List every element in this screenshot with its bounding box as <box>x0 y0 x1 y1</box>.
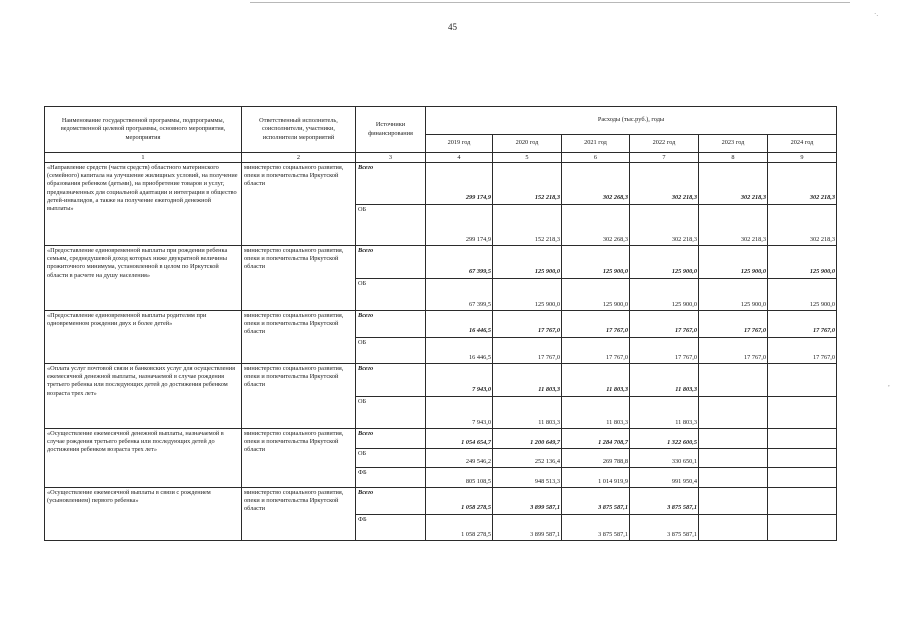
expense-value: 1 058 278,5 <box>426 514 492 541</box>
year-value-cell <box>768 429 837 488</box>
column-number: 7 <box>630 153 699 163</box>
table-row <box>45 163 837 246</box>
year-value-cell <box>699 311 768 364</box>
budget-table <box>44 106 837 541</box>
expense-value: 299 174,9 <box>426 204 492 246</box>
expense-value <box>768 467 836 487</box>
expense-value <box>699 396 767 429</box>
expense-value: 302 218,3 <box>630 204 698 246</box>
expense-value: 125 900,0 <box>562 278 629 311</box>
expense-value: 1 200 649,7 <box>530 438 560 446</box>
measure-name: «Направление средств (части средств) областного материнского (семейного) капитала на улучшение жилищных условий, на получение образования ребенком (детьми), на приобретение товаров и услуг, предназначенных для социальной адаптации и интеграции в общество детей-инвалидов, а также на получение ежегодной денежной выплаты» <box>45 163 242 246</box>
header-year: 2022 год <box>630 135 699 153</box>
year-value-cell <box>630 488 699 541</box>
table-row <box>45 311 837 364</box>
expense-value <box>768 514 836 541</box>
expense-value: 991 950,4 <box>630 467 698 487</box>
expense-value: 125 900,0 <box>630 278 698 311</box>
expense-value: 125 900,0 <box>768 278 836 311</box>
expense-value <box>699 429 767 448</box>
expense-value: 299 174,9 <box>465 194 491 202</box>
expense-value: 17 767,0 <box>537 327 560 335</box>
expense-value: 16 446,5 <box>468 327 491 335</box>
expense-value <box>699 364 767 396</box>
funding-source-label: Всего <box>358 247 374 254</box>
expense-value <box>768 488 836 514</box>
top-border-line <box>250 2 850 3</box>
expense-value: 11 803,3 <box>562 396 629 429</box>
column-number: 8 <box>699 153 768 163</box>
funding-source-label: ОБ <box>356 396 425 429</box>
expense-value: 11 803,3 <box>675 386 697 394</box>
page-number: 45 <box>448 22 457 32</box>
executor: министерство социального развития, опеки и попечительства Иркутской области <box>242 488 356 541</box>
expense-value: 3 875 587,1 <box>598 504 628 512</box>
expense-value: 269 788,8 <box>562 448 629 468</box>
funding-source-label: Всего <box>358 312 374 319</box>
header-year: 2020 год <box>493 135 562 153</box>
year-value-cell <box>699 246 768 311</box>
table-body <box>45 163 837 541</box>
column-number: 2 <box>242 153 356 163</box>
funding-source-cell <box>356 364 426 429</box>
year-value-cell <box>562 163 630 246</box>
expense-value: 805 108,5 <box>426 467 492 487</box>
expense-value: 302 218,3 <box>699 204 767 246</box>
expense-value: 125 900,0 <box>740 268 766 276</box>
executor: министерство социального развития, опеки и попечительства Иркутской области <box>242 246 356 311</box>
expense-value: 125 900,0 <box>809 268 836 276</box>
expense-value: 67 399,5 <box>426 278 492 311</box>
year-value-cell <box>768 246 837 311</box>
column-number: 9 <box>768 153 837 163</box>
expense-value: 302 218,3 <box>809 194 836 202</box>
expense-value: 302 268,3 <box>562 204 629 246</box>
table-row <box>45 429 837 488</box>
executor: министерство социального развития, опеки и попечительства Иркутской области <box>242 364 356 429</box>
expense-value: 3 899 587,1 <box>530 504 560 512</box>
executor: министерство социального развития, опеки и попечительства Иркутской области <box>242 163 356 246</box>
table-row <box>45 488 837 541</box>
year-value-cell <box>562 246 630 311</box>
year-value-cell <box>699 364 768 429</box>
year-value-cell <box>426 163 493 246</box>
funding-source-cell <box>356 429 426 488</box>
year-value-cell <box>493 488 562 541</box>
expense-value: 125 900,0 <box>699 278 767 311</box>
measure-name: «Оплата услуг почтовой связи и банковских услуг для осуществления ежемесячной денежной выплаты, назначаемой в случае рождения третьего ребенка или последующих детей до достижения ребенком возраста трех лет» <box>45 364 242 429</box>
year-value-cell <box>426 311 493 364</box>
scan-artifact-mark: , <box>888 380 890 388</box>
expense-value: 7 943,0 <box>426 396 492 429</box>
expense-value: 302 218,3 <box>671 194 697 202</box>
expense-value: 11 803,3 <box>538 386 560 394</box>
expense-value: 3 875 587,1 <box>667 504 697 512</box>
year-value-cell <box>768 311 837 364</box>
expense-value: 7 943,0 <box>472 386 491 394</box>
year-value-cell <box>630 429 699 488</box>
expense-value: 17 767,0 <box>493 337 561 364</box>
year-value-cell <box>426 364 493 429</box>
funding-source-label: Всего <box>358 164 374 171</box>
year-value-cell <box>493 163 562 246</box>
expense-value: 17 767,0 <box>812 327 836 335</box>
table-row <box>45 364 837 429</box>
funding-source-cell <box>356 488 426 541</box>
year-value-cell <box>426 488 493 541</box>
year-value-cell <box>699 163 768 246</box>
header-executor: Ответственный исполнитель, соисполнители, участники, исполнители мероприятий <box>242 107 356 153</box>
expense-value: 948 513,3 <box>493 467 561 487</box>
funding-source-label: Всего <box>358 365 374 372</box>
expense-value: 17 767,0 <box>630 337 698 364</box>
expense-value: 252 136,4 <box>493 448 561 468</box>
column-number: 5 <box>493 153 562 163</box>
header-expenses: Расходы (тыс.руб.), годы <box>426 107 837 135</box>
year-value-cell <box>562 429 630 488</box>
funding-source-cell <box>356 246 426 311</box>
expense-value: 302 268,3 <box>602 194 628 202</box>
executor: министерство социального развития, опеки и попечительства Иркутской области <box>242 429 356 488</box>
column-number: 3 <box>356 153 426 163</box>
measure-name: «Предоставление единовременной выплаты родителям при одновременном рождении двух и более детей» <box>45 311 242 364</box>
funding-source-cell <box>356 311 426 364</box>
expense-value: 125 900,0 <box>534 268 560 276</box>
column-number: 1 <box>45 153 242 163</box>
funding-source-label: ОБ <box>356 337 425 364</box>
expense-value <box>768 448 836 468</box>
header-source: Источники финансирования <box>356 107 426 153</box>
funding-source-label: Всего <box>358 489 374 496</box>
year-value-cell <box>630 311 699 364</box>
year-value-cell <box>426 429 493 488</box>
column-number: 4 <box>426 153 493 163</box>
expense-value: 11 803,3 <box>606 386 628 394</box>
funding-source-cell <box>356 163 426 246</box>
expense-value: 125 900,0 <box>602 268 628 276</box>
header-year: 2021 год <box>562 135 630 153</box>
year-value-cell <box>493 246 562 311</box>
scan-artifact-mark: ·. <box>874 10 879 18</box>
funding-source-label: ОБ <box>356 278 425 311</box>
column-number: 6 <box>562 153 630 163</box>
year-value-cell <box>562 364 630 429</box>
expense-value: 17 767,0 <box>699 337 767 364</box>
year-value-cell <box>426 246 493 311</box>
year-value-cell <box>768 488 837 541</box>
expense-value: 1 322 600,5 <box>667 438 697 446</box>
expense-value <box>768 396 836 429</box>
expense-value: 125 900,0 <box>493 278 561 311</box>
expense-value: 152 218,3 <box>534 194 560 202</box>
year-value-cell <box>630 163 699 246</box>
funding-source-label: ФБ <box>356 514 425 541</box>
expense-value: 11 803,3 <box>493 396 561 429</box>
expense-value: 17 767,0 <box>674 327 697 335</box>
expense-value: 1 058 278,5 <box>461 504 491 512</box>
expense-value <box>768 429 836 448</box>
expense-value: 67 399,5 <box>468 268 491 276</box>
year-value-cell <box>630 246 699 311</box>
year-value-cell <box>768 364 837 429</box>
year-value-cell <box>630 364 699 429</box>
expense-value: 302 218,3 <box>740 194 766 202</box>
expense-value <box>699 448 767 468</box>
expense-value: 17 767,0 <box>768 337 836 364</box>
year-value-cell <box>699 488 768 541</box>
expense-value: 3 875 587,1 <box>562 514 629 541</box>
measure-name: «Предоставление единовременной выплаты при рождении ребенка семьям, среднедушевой доход которых ниже двукратной величины прожиточного минимума, установленной в целом по Иркутской области в расчете на душу населения» <box>45 246 242 311</box>
year-value-cell <box>562 311 630 364</box>
funding-source-label: ОБ <box>356 204 425 246</box>
expense-value <box>699 514 767 541</box>
funding-source-label: ОБ <box>356 448 425 468</box>
expense-value: 1 284 708,7 <box>598 438 628 446</box>
expense-value: 3 899 587,1 <box>493 514 561 541</box>
header-year: 2019 год <box>426 135 493 153</box>
expense-value: 17 767,0 <box>562 337 629 364</box>
expense-value: 125 900,0 <box>671 268 697 276</box>
expense-value: 1 054 654,7 <box>461 438 491 446</box>
table-row <box>45 246 837 311</box>
year-value-cell <box>562 488 630 541</box>
expense-value: 152 218,3 <box>493 204 561 246</box>
expense-value: 3 875 587,1 <box>630 514 698 541</box>
executor: министерство социального развития, опеки и попечительства Иркутской области <box>242 311 356 364</box>
year-value-cell <box>768 163 837 246</box>
expense-value: 330 650,1 <box>630 448 698 468</box>
year-value-cell <box>493 311 562 364</box>
measure-name: «Осуществление ежемесячной выплаты в связи с рождением (усыновлением) первого ребенка» <box>45 488 242 541</box>
expense-value: 1 014 919,9 <box>562 467 629 487</box>
header-year: 2023 год <box>699 135 768 153</box>
header-name: Наименование государственной программы, подпрограммы, ведомственной целевой программы, основного мероприятия, мероприятия <box>45 107 242 153</box>
expense-value: 17 767,0 <box>743 327 766 335</box>
year-value-cell <box>493 429 562 488</box>
expense-value <box>699 467 767 487</box>
expense-value: 11 803,3 <box>630 396 698 429</box>
measure-name: «Осуществление ежемесячной денежной выплаты, назначаемой в случае рождения третьего ребенка или последующих детей до достижения ребенком возраста трех лет» <box>45 429 242 488</box>
year-value-cell <box>699 429 768 488</box>
expense-value: 17 767,0 <box>605 327 628 335</box>
expense-value: 302 218,3 <box>768 204 836 246</box>
funding-source-label: ФБ <box>356 467 425 487</box>
funding-source-label: Всего <box>358 430 374 437</box>
expense-value: 16 446,5 <box>426 337 492 364</box>
header-year: 2024 год <box>768 135 837 153</box>
expense-value: 249 546,2 <box>426 448 492 468</box>
expense-value <box>699 488 767 514</box>
year-value-cell <box>493 364 562 429</box>
expense-value <box>768 364 836 396</box>
